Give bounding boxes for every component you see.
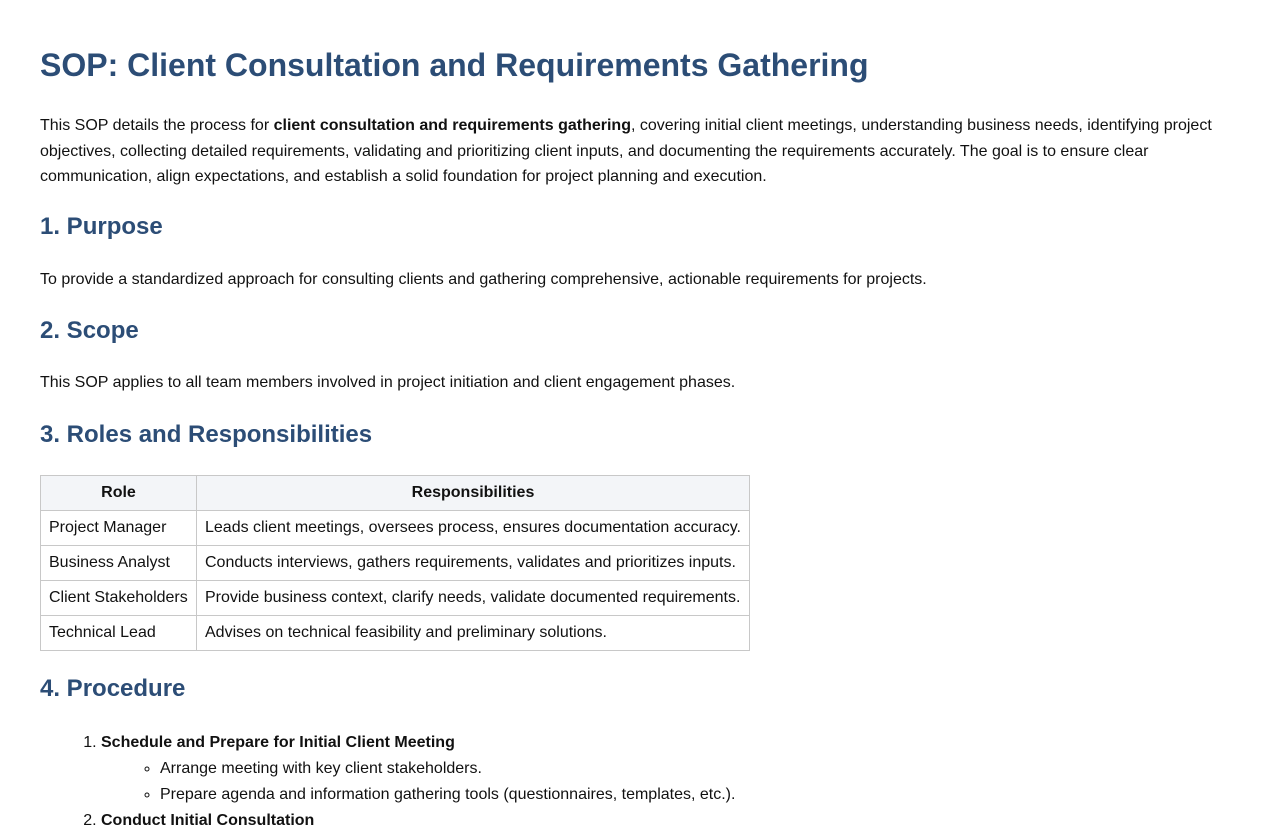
roles-table — [40, 475, 750, 651]
procedure-substeps-list — [101, 756, 735, 808]
responsibility-cell: Advises on technical feasibility and preliminary solutions. — [197, 616, 750, 651]
section-heading-purpose: 1. Purpose — [40, 213, 163, 240]
intro-text-bold: client consultation and requirements gathering — [273, 117, 631, 134]
procedure-step — [101, 808, 735, 834]
table-row — [41, 511, 750, 546]
table-header-row — [41, 476, 750, 511]
page-title: SOP: Client Consultation and Requirements Gathering — [40, 47, 869, 83]
responsibility-cell: Conducts interviews, gathers requirements, validates and prioritizes inputs. — [197, 546, 750, 581]
intro-paragraph — [40, 113, 1225, 190]
section-heading-roles: 3. Roles and Responsibilities — [40, 421, 373, 448]
role-cell: Client Stakeholders — [41, 581, 197, 616]
section-heading-procedure: 4. Procedure — [40, 675, 186, 702]
responsibility-cell: Provide business context, clarify needs, validate documented requirements. — [197, 581, 750, 616]
procedure-steps-list — [40, 730, 735, 834]
table-row — [41, 581, 750, 616]
list-item: ◦ Prepare agenda and information gathering tools (questionnaires, templates, etc.). — [160, 782, 735, 808]
procedure-step-title: Conduct Initial Consultation — [101, 812, 315, 829]
procedure-step-title: Schedule and Prepare for Initial Client Meeting — [101, 734, 455, 751]
scope-text: This SOP applies to all team members involved in project initiation and client engagement phases. — [40, 374, 736, 391]
table-row — [41, 546, 750, 581]
column-header-responsibilities: Responsibilities — [197, 476, 750, 511]
column-header-role: Role — [41, 476, 197, 511]
procedure-step — [101, 730, 735, 808]
intro-text-end: , covering initial client meetings, understanding business needs, identifying project objectives, collecting detailed requirements, validating and prioritizing client inputs, and documenting the requirements accurately. The goal is to ensure clear communication, align expectations, and establish a solid foundation for project planning and execution. — [40, 117, 1212, 185]
role-cell: Business Analyst — [41, 546, 197, 581]
role-cell: Technical Lead — [41, 616, 197, 651]
responsibility-cell: Leads client meetings, oversees process, ensures documentation accuracy. — [197, 511, 750, 546]
purpose-text: To provide a standardized approach for consulting clients and gathering comprehensive, actionable requirements for projects. — [40, 271, 927, 288]
role-cell: Project Manager — [41, 511, 197, 546]
table-row — [41, 616, 750, 651]
intro-text-start: This SOP details the process for — [40, 117, 274, 134]
section-heading-scope: 2. Scope — [40, 317, 139, 344]
list-item: ◦ Arrange meeting with key client stakeholders. — [160, 756, 735, 782]
